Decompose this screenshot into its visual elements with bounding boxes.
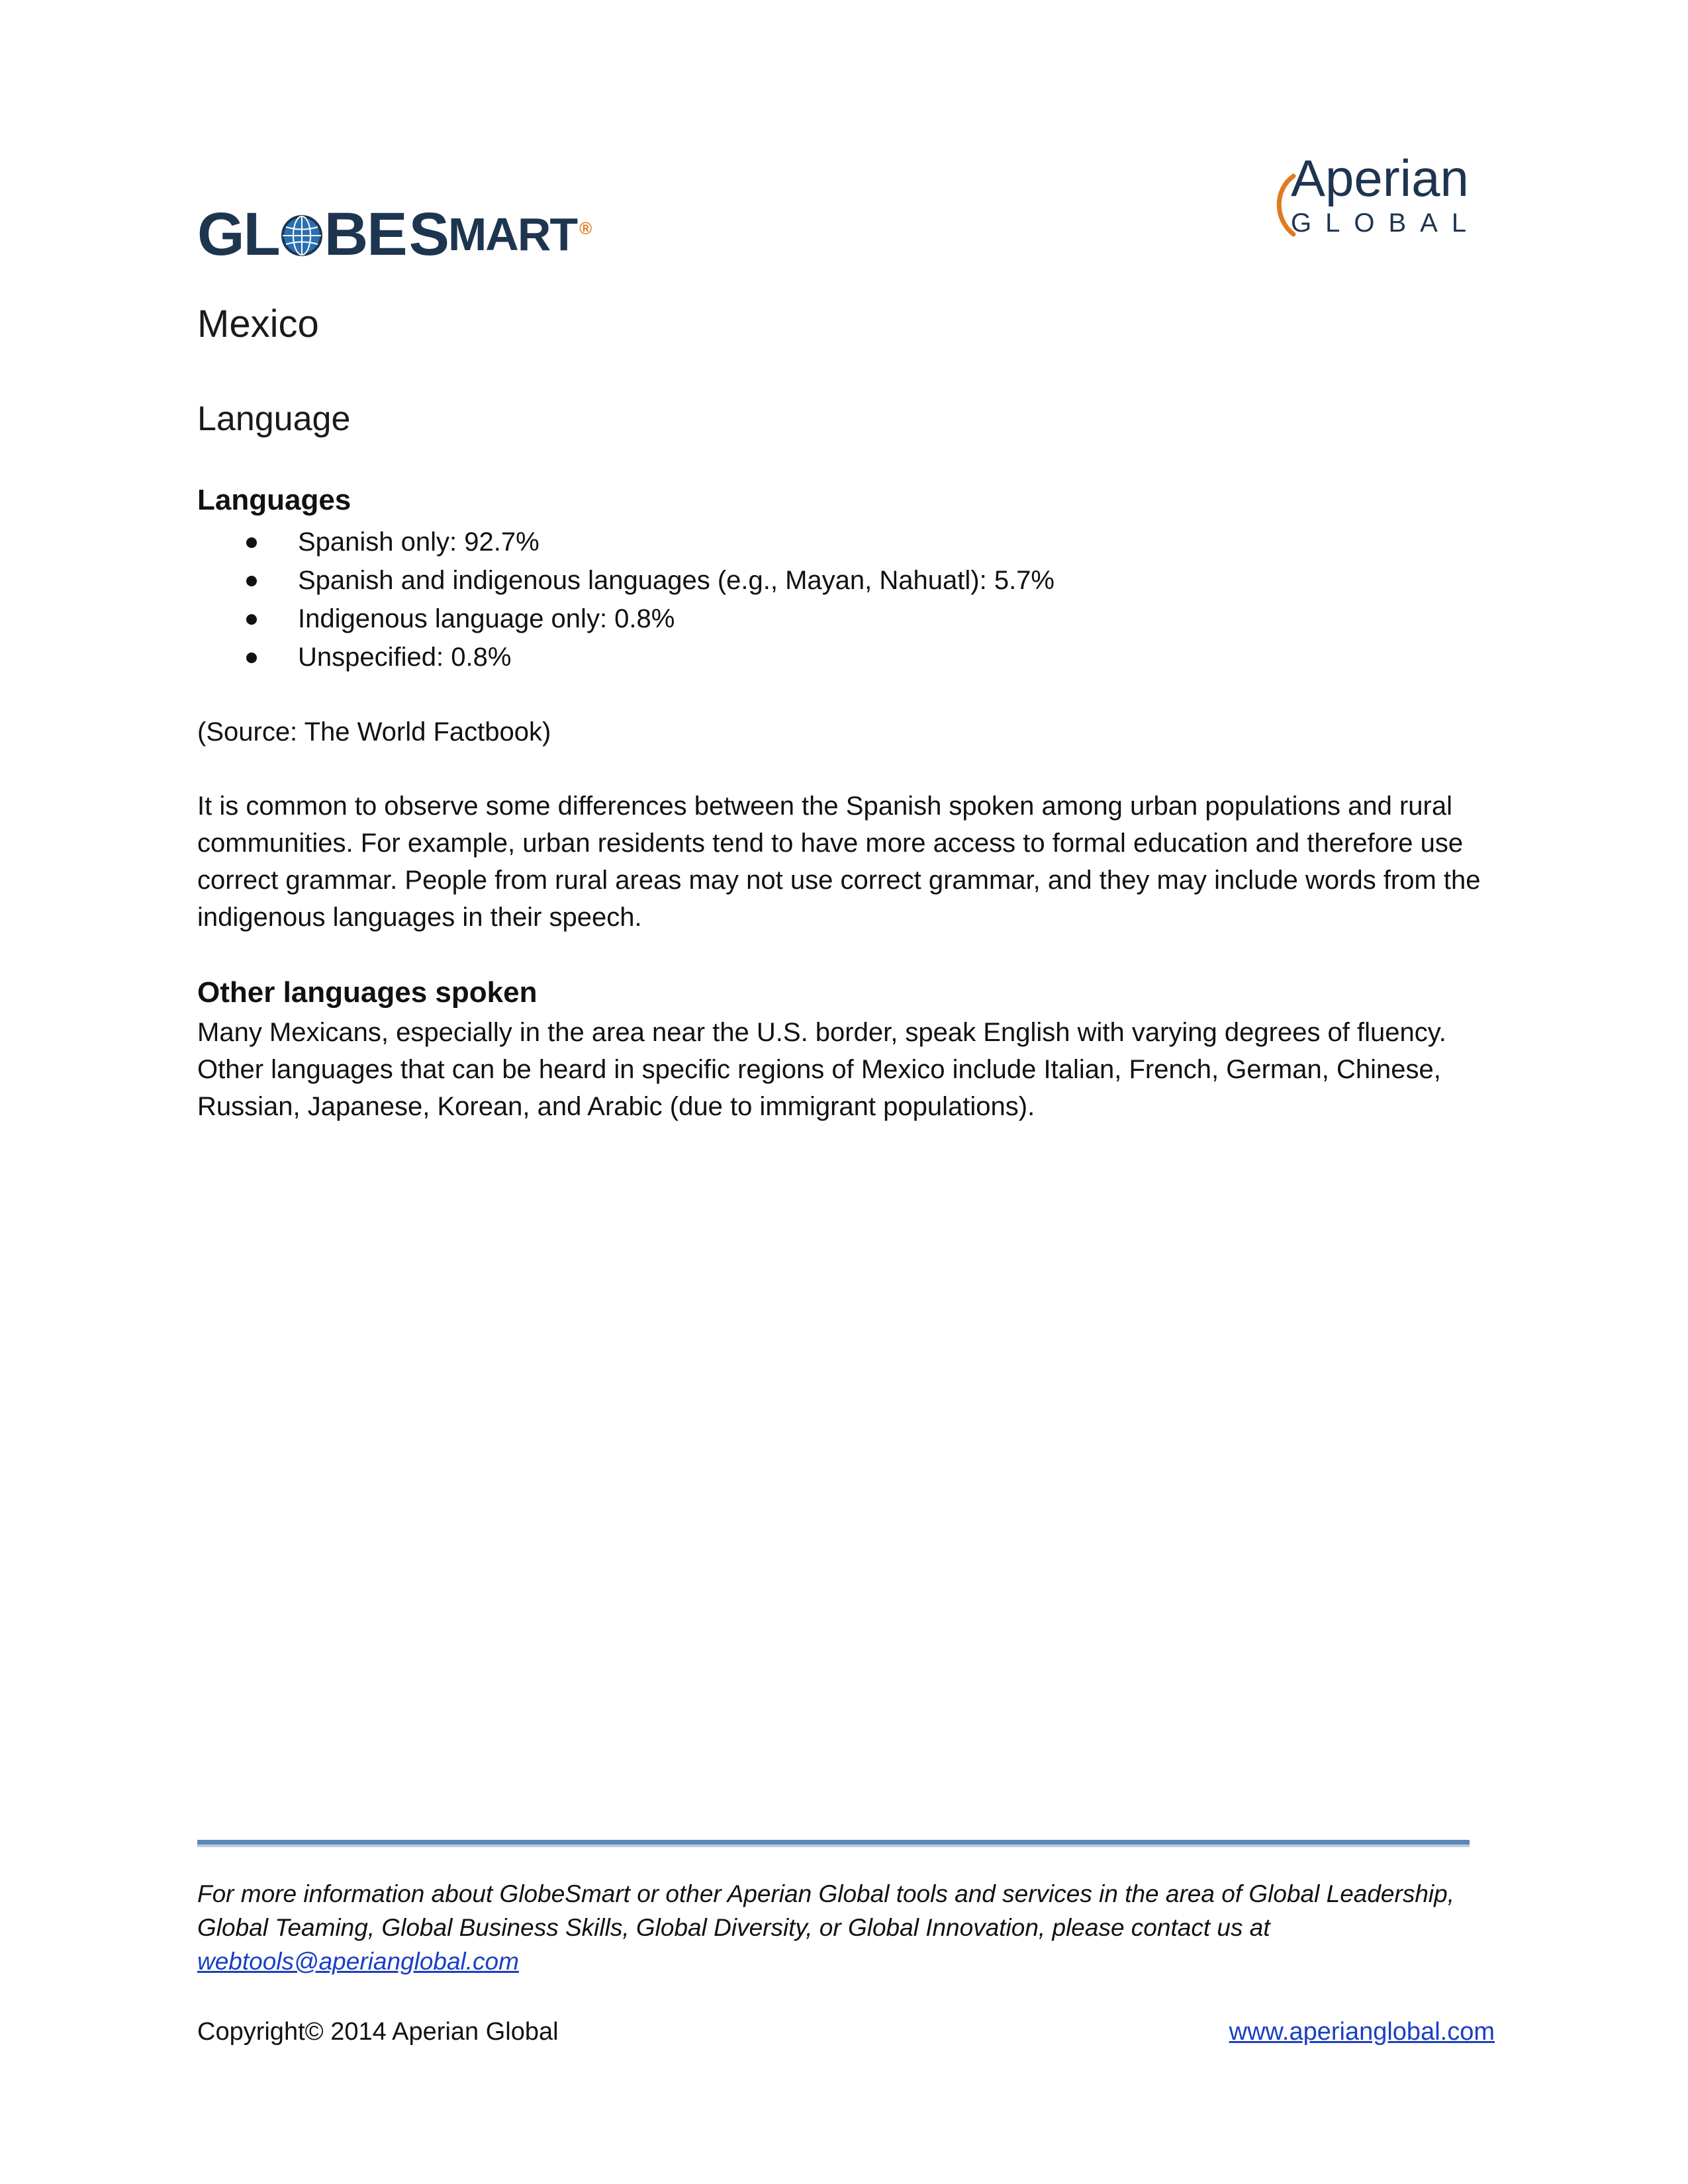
globesmart-logo bbox=[197, 201, 592, 270]
globe-icon bbox=[281, 214, 323, 257]
footer-divider bbox=[197, 1840, 1470, 1844]
contact-email-link[interactable]: webtools@aperianglobal.com bbox=[197, 1948, 519, 1975]
list-item-text: Unspecified: 0.8% bbox=[298, 643, 512, 672]
list-item-text: Indigenous language only: 0.8% bbox=[298, 604, 675, 633]
source-citation: (Source: The World Factbook) bbox=[197, 717, 551, 747]
copyright-text: Copyright© 2014 Aperian Global bbox=[197, 2018, 559, 2046]
dialect-paragraph: It is common to observe some differences between the Spanish spoken among urban populations and rural communities. For example, urban residents tend to have more access to formal education and therefore use correct grammar. People from rural areas may not use correct grammar, and they may include words from the indigenous languages in their speech. bbox=[197, 792, 1481, 932]
global-wordmark: GLOBAL bbox=[1291, 208, 1481, 238]
logo-text-mart: MART bbox=[447, 208, 577, 260]
languages-heading: Languages bbox=[197, 484, 352, 516]
list-item-text: Spanish and indigenous languages (e.g., Mayan, Nahuatl): 5.7% bbox=[298, 566, 1055, 595]
footer-note bbox=[197, 1877, 1488, 1978]
logo-text-s: S bbox=[408, 201, 448, 268]
registered-mark: ® bbox=[579, 218, 592, 238]
other-languages-heading: Other languages spoken bbox=[197, 976, 538, 1009]
other-languages-paragraph: Many Mexicans, especially in the area near the U.S. border, speak English with varying degrees of fluency. Other languages that can be heard in specific regions of Mexico include Italian, French, German, Chinese, Russian, Japanese, Korean, and Arabic (due to immigrant populations). bbox=[197, 1018, 1446, 1121]
list-item bbox=[197, 561, 1055, 600]
website-link[interactable]: www.aperianglobal.com bbox=[1229, 2018, 1495, 2046]
country-title: Mexico bbox=[197, 302, 319, 345]
bullet-icon bbox=[246, 653, 257, 663]
list-item bbox=[197, 638, 1055, 676]
languages-list bbox=[197, 523, 1055, 676]
bullet-icon bbox=[246, 576, 257, 586]
list-item bbox=[197, 600, 1055, 638]
list-item bbox=[197, 523, 1055, 561]
list-item-text: Spanish only: 92.7% bbox=[298, 527, 539, 557]
bullet-icon bbox=[246, 614, 257, 625]
footer-note-text: For more information about GlobeSmart or other Aperian Global tools and services in the area of Global Leadership, Global Teaming, Global Business Skills, Global Diversity, or Global Innovation, please contact us at bbox=[197, 1880, 1454, 1941]
logo-text-be: BE bbox=[324, 201, 406, 268]
bullet-icon bbox=[246, 537, 257, 548]
aperian-global-logo bbox=[1271, 149, 1481, 246]
section-title: Language bbox=[197, 400, 351, 438]
aperian-wordmark: Aperian bbox=[1291, 149, 1469, 207]
logo-text-gl: GL bbox=[197, 201, 279, 268]
